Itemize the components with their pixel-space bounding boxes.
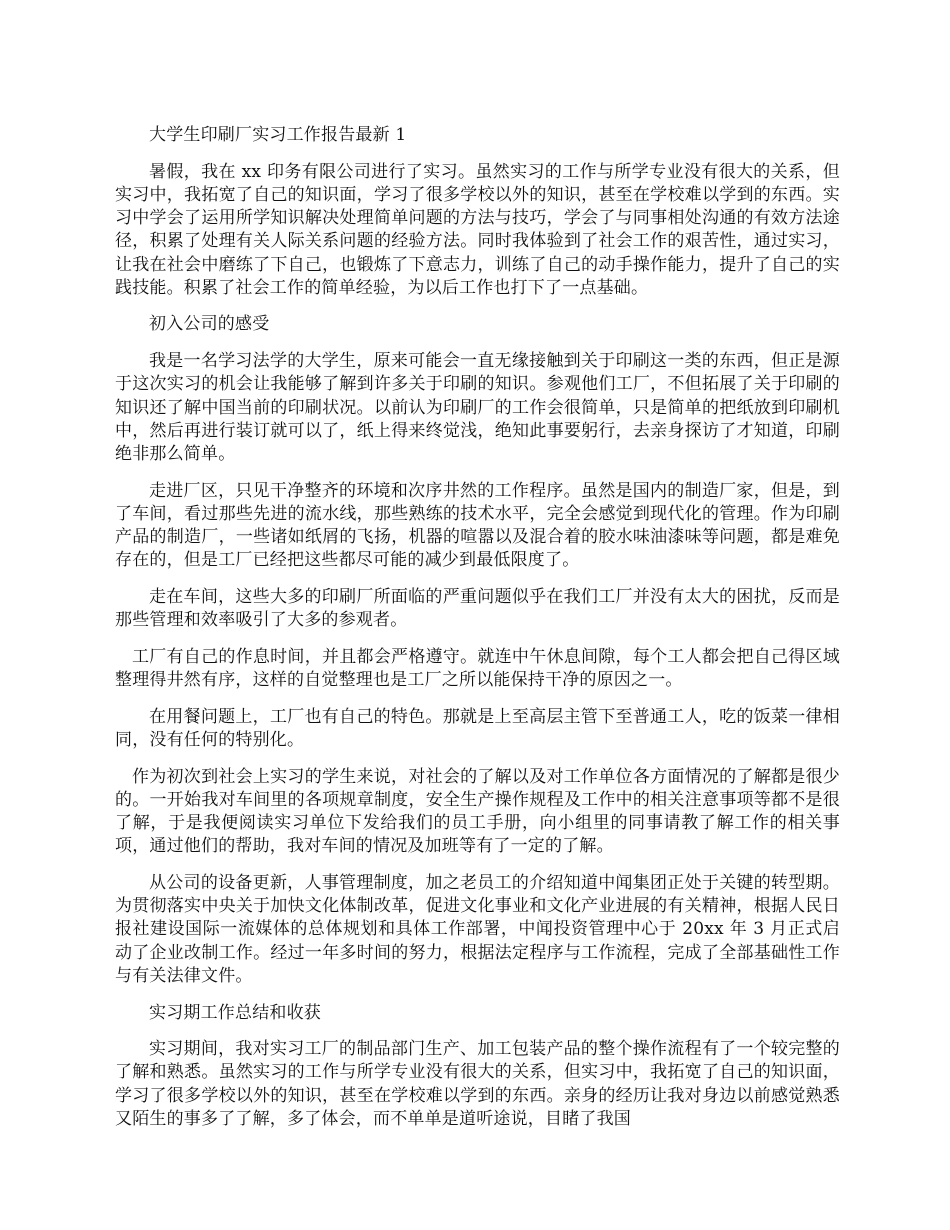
section-heading-first-impressions: 初入公司的感受 [149, 314, 270, 335]
document-body [115, 124, 840, 1145]
paragraph: 走在车间，这些大多的印刷厂所面临的严重问题似乎在我们工厂并没有太大的困扰，反而是那些管理和效率吸引了大多的参观者。 [115, 586, 840, 631]
paragraph: 在用餐问题上，工厂也有自己的特色。那就是上至高层主管下至普通工人，吃的饭菜一律相同，没有任何的特别化。 [115, 706, 840, 750]
document-title: 大学生印刷厂实习工作报告最新 1 [149, 125, 407, 145]
paragraph: 作为初次到社会上实习的学生来说，对社会的了解以及对工作单位各方面情况的了解都是很少的。一开始我对车间里的各项规章制度，安全生产操作规程及工作中的相关注意事项等都不是很了解，于是我便阅读实习单位下发给我们的员工手册，向小组里的同事请教了解工作的相关事项，通过他们的帮助，我对车间的情况及加班等有了一定的了解。 [115, 766, 840, 857]
paragraph: 从公司的设备更新，人事管理制度，加之老员工的介绍知道中闻集团正处于关键的转型期。为贯彻落实中央关于加快文化体制改革，促进文化事业和文化产业进展的有关精神，根据人民日报社建设国际一流媒体的总体规划和具体工作部署，中闻投资管理中心于 20xx 年 3 月正式启动了企业改制工作。经过一年多时间的努力，根据法定程序与工作流程，完成了全部基础性工作与有关法律文件。 [115, 872, 840, 986]
paragraph: 暑假，我在 xx 印务有限公司进行了实习。虽然实习的工作与所学专业没有很大的关系，但实习中，我拓宽了自己的知识面，学习了很多学校以外的知识，甚至在学校难以学到的东西。实习中学会了运用所学知识解决处理简单问题的方法与技巧，学会了与同事相处沟通的有效方法途径，积累了处理有关人际关系问题的经验方法。同时我体验到了社会工作的艰苦性，通过实习，让我在社会中磨练了下自己，也锻炼了下意志力，训练了自己的动手操作能力，提升了自己的实践技能。积累了社会工作的简单经验，为以后工作也打下了一点基础。 [115, 161, 840, 298]
section-heading-summary: 实习期工作总结和收获 [149, 1002, 321, 1023]
paragraph: 实习期间，我对实习工厂的制品部门生产、加工包装产品的整个操作流程有了一个较完整的了解和熟悉。虽然实习的工作与所学专业没有很大的关系，但实习中，我拓宽了自己的知识面，学习了很多学校以外的知识，甚至在学校难以学到的东西。亲身的经历让我对身边以前感觉熟悉又陌生的事多了了解，多了体会，而不单单是道听途说，目睹了我国 [115, 1039, 840, 1129]
paragraph: 我是一名学习法学的大学生，原来可能会一直无缘接触到关于印刷这一类的东西，但正是源于这次实习的机会让我能够了解到许多关于印刷的知识。参观他们工厂，不但拓展了关于印刷的知识还了解中国当前的印刷状况。以前认为印刷厂的工作会很简单，只是简单的把纸放到印刷机中，然后再进行装订就可以了，纸上得来终觉浅，绝知此事要躬行，去亲身探访了才知道，印刷绝非那么简单。 [115, 351, 840, 464]
paragraph: 走进厂区，只见干净整齐的环境和次序井然的工作程序。虽然是国内的制造厂家，但是，到了车间，看过那些先进的流水线，那些熟练的技术水平，完全会感觉到现代化的管理。作为印刷产品的制造厂，一些诸如纸屑的飞扬，机器的喧嚣以及混合着的胶水味油漆味等问题，都是难免存在的，但是工厂已经把这些都尽可能的减少到最低限度了。 [115, 480, 840, 571]
paragraph: 工厂有自己的作息时间，并且都会严格遵守。就连中午休息间隙，每个工人都会把自己得区域整理得井然有序，这样的自觉整理也是工厂之所以能保持干净的原因之一。 [115, 646, 840, 691]
